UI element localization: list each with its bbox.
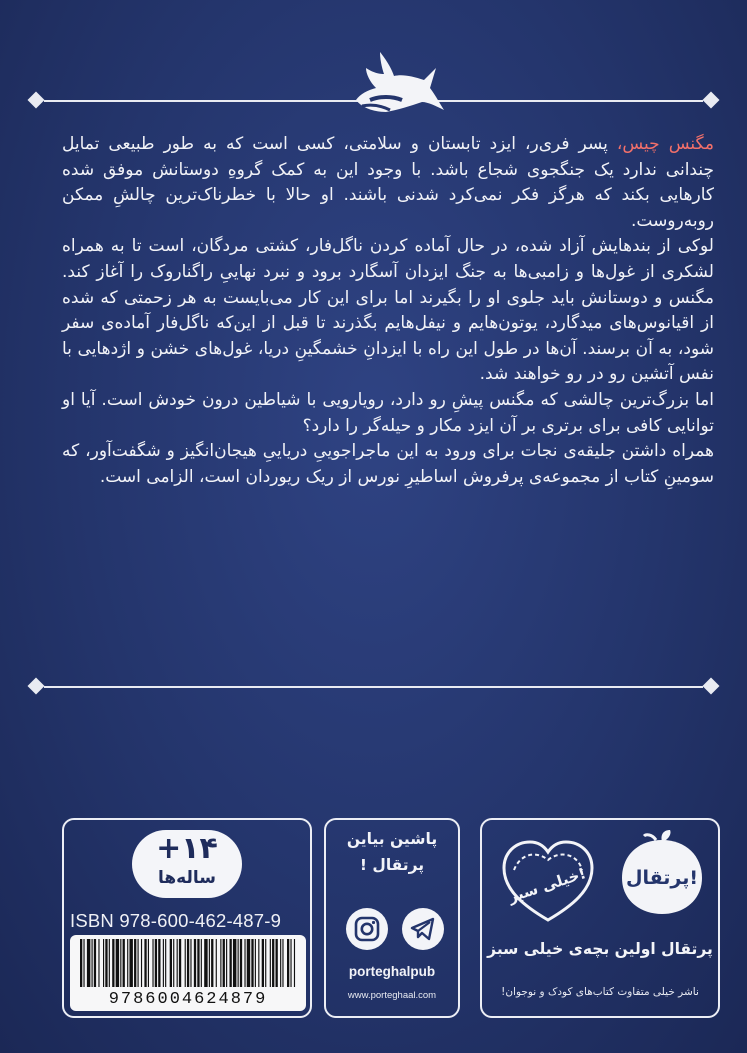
- dragon-ship-emblem: [340, 44, 448, 124]
- barcode-bar: [179, 939, 181, 987]
- barcode-bar: [197, 939, 199, 987]
- barcode-bar: [280, 939, 281, 987]
- barcode-bar: [105, 939, 107, 987]
- barcode-bar: [258, 939, 259, 987]
- barcode-bar: [194, 939, 196, 987]
- age-rating-badge: [132, 830, 242, 898]
- age-rating-label: ساله‌ها: [158, 868, 216, 888]
- porteghal-logo: [616, 828, 708, 916]
- barcode-bar: [244, 939, 245, 987]
- barcode-bars: [80, 939, 296, 987]
- barcode-bar: [262, 939, 264, 987]
- barcode-bar: [251, 939, 253, 987]
- blurb-paragraph-1-text: پسر فری‌ر، ایزد تابستان و سلامتی، کسی است که به طور طبیعی تمایل چندانی ندارد یک جنگجوی شجاع باشد. با وجود این به کمک گروهِ دوستانش موفق شده کارهایی بکند که هرگز فکر نمی‌کرد شدنی باشند. او حالا با خطرناک‌ترین چالشِ ممکن روبه‌روست.: [62, 134, 714, 231]
- barcode-bar: [112, 939, 114, 987]
- barcode-bar: [94, 939, 96, 987]
- barcode-bar: [103, 939, 104, 987]
- barcode-bar: [141, 939, 142, 987]
- barcode-bar: [158, 939, 160, 987]
- sticker-text: خیلی سبز!: [506, 864, 589, 907]
- barcode-bar: [155, 939, 157, 987]
- barcode-bar: [238, 939, 239, 987]
- barcode-bar: [144, 939, 146, 987]
- barcode-bar: [276, 939, 278, 987]
- barcode-bar: [163, 939, 164, 987]
- brand-tagline: پرتقال اولین بچه‌ی خیلی سبز: [487, 940, 713, 958]
- age-rating-number: +۱۴: [156, 831, 218, 866]
- barcode-bar: [87, 939, 90, 987]
- barcode-bar: [201, 939, 202, 987]
- isbn-text: ISBN 978-600-462-487-9: [70, 910, 282, 931]
- barcode-bar: [92, 939, 93, 987]
- blurb-paragraph-4: همراه داشتن جلیقه‌ی نجات برای ورود به این ماجراجوییِ دریاییِ هیجان‌انگیز و شگفت‌آور، که سومینِ کتاب از مجموعه‌ی پرفروش اساطیرِ نورس از ریک ریوردان است، الزامی است.: [62, 441, 714, 487]
- blurb-paragraph-2: لوکی از بندهایش آزاد شده، در حال آماده کردن ناگل‌فار، کشتی مردگان، است تا به همراه لشکری از غول‌ها و زامبی‌ها به جنگ ایزدان آسگارد برود و نبرد نهاییِ راگناروک را آغاز کند. مگنس و دوستانش باید جلوی او را بگیرند اما برای این کار می‌بایست به هر زحمتی که شده از اقیانوس‌های میدگارد، یوتون‌هایم و نیفل‌هایم بگذرند تا قبل از این‌که ناگل‌فار آماده‌ی سفر شود، به آن برسند. آن‌ها در طول این راه با ایزدانِ خشمگینِ دریا، غول‌های خشن و اژدهایی با نفس آتشین رو در رو خواهند شد.: [62, 236, 714, 385]
- barcode-bar: [204, 939, 207, 987]
- barcode-bar: [282, 939, 283, 987]
- barcode-bar: [187, 939, 189, 987]
- kheili-sabz-sticker: [494, 830, 602, 926]
- barcode-bar: [152, 939, 153, 987]
- barcode-bar: [116, 939, 119, 987]
- barcode-bar: [123, 939, 125, 987]
- barcode-bar: [148, 939, 149, 987]
- barcode-bar: [138, 939, 139, 987]
- barcode-bar: [190, 939, 191, 987]
- barcode-bar: [240, 939, 242, 987]
- instagram-icon[interactable]: [344, 906, 390, 952]
- barcode-bar: [129, 939, 132, 987]
- barcode-bar: [170, 939, 172, 987]
- barcode-bar: [98, 939, 99, 987]
- bottom-divider: [28, 680, 719, 694]
- barcode-bar: [83, 939, 84, 987]
- barcode: [70, 935, 306, 1011]
- social-title: پاشین بیاین پرتقال !: [346, 830, 438, 874]
- barcode-bar: [255, 939, 256, 987]
- barcode-bar: [287, 939, 289, 987]
- barcode-bar: [220, 939, 221, 987]
- barcode-bar: [270, 939, 271, 987]
- character-name: مگنس چیس،: [616, 134, 715, 154]
- blurb-paragraph-3: اما بزرگ‌ترین چالشی که مگنس پیشِ رو دارد، رویارویی با شیاطین درون خودش است. آیا او توانایی کافی برای برتری بر آن ایزد مکار و حیله‌گر را دارد؟: [62, 389, 714, 436]
- barcode-bar: [177, 939, 178, 987]
- back-cover-blurb: [62, 132, 714, 490]
- social-handle[interactable]: porteghalpub: [348, 964, 436, 979]
- barcode-bar: [294, 939, 295, 987]
- blurb-paragraph-1: [62, 132, 714, 234]
- barcode-bar: [209, 939, 210, 987]
- barcode-bar: [230, 939, 232, 987]
- barcode-bar: [290, 939, 291, 987]
- porteghal-logo-text: پرتقال!: [625, 867, 699, 889]
- barcode-bar: [216, 939, 217, 987]
- barcode-bar: [223, 939, 225, 987]
- brand-subline: ناشر خیلی متفاوت کتاب‌های کودک و نوجوان!: [501, 986, 699, 998]
- barcode-bar: [120, 939, 121, 987]
- barcode-bar: [247, 939, 250, 987]
- barcode-bar: [185, 939, 186, 987]
- barcode-bar: [127, 939, 128, 987]
- barcode-number: 9786004624879: [108, 990, 268, 1009]
- barcode-bar: [226, 939, 227, 987]
- barcode-bar: [109, 939, 110, 987]
- barcode-bar: [272, 939, 274, 987]
- barcode-bar: [211, 939, 213, 987]
- barcode-bar: [80, 939, 82, 987]
- barcode-bar: [173, 939, 174, 987]
- barcode-bar: [233, 939, 236, 987]
- website-link[interactable]: www.porteghaal.com: [347, 990, 437, 1001]
- barcode-bar: [165, 939, 166, 987]
- barcode-bar: [265, 939, 266, 987]
- barcode-bar: [134, 939, 136, 987]
- telegram-icon[interactable]: [400, 906, 446, 952]
